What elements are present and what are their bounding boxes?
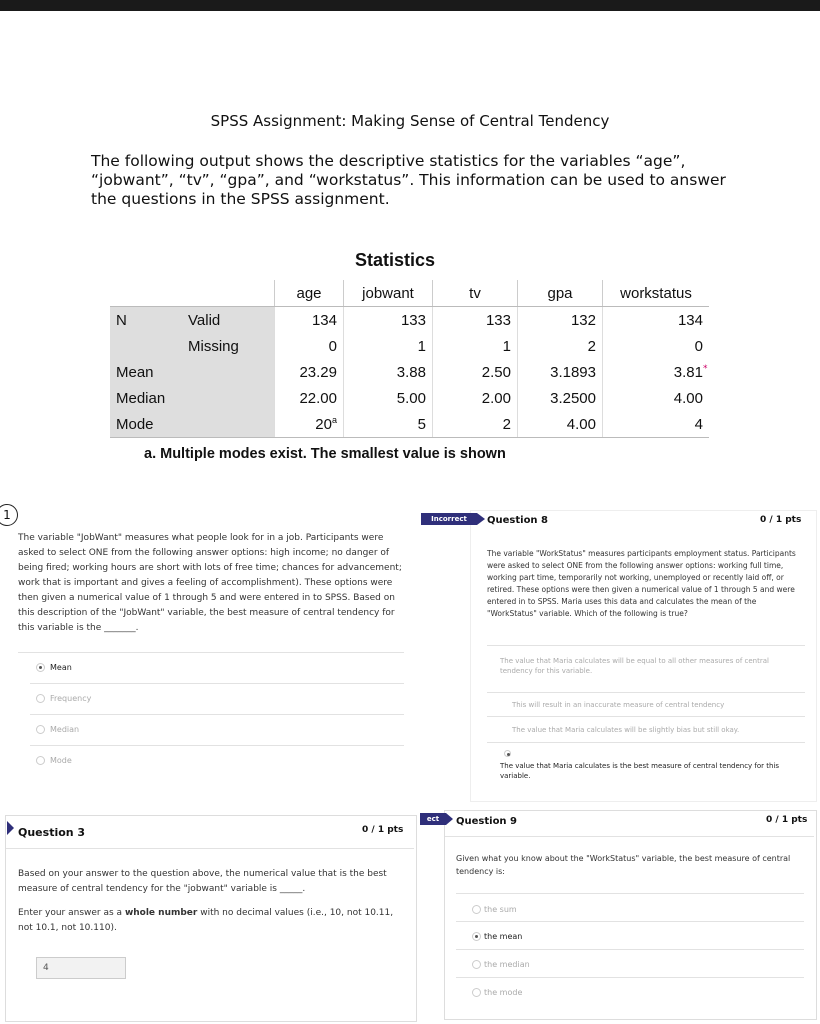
q9-option-mode[interactable]: the mode	[484, 988, 523, 997]
row-label-blank	[110, 333, 182, 359]
cell: 134	[603, 307, 710, 334]
q8-option-1[interactable]: The value that Maria calculates will be equal to all other measures of central tendency for this variable.	[500, 657, 769, 675]
answer-input[interactable]: 4	[36, 957, 126, 979]
table-row	[110, 385, 709, 411]
option-mean[interactable]: Mean	[50, 663, 72, 672]
divider	[487, 692, 805, 693]
question-3-instructions	[18, 906, 403, 936]
table-header-row	[110, 280, 709, 307]
table-row	[110, 359, 709, 385]
divider	[30, 714, 404, 715]
table-row	[110, 333, 709, 359]
table-footnote: a. Multiple modes exist. The smallest value is shown	[144, 446, 506, 462]
question-3-marker-icon	[7, 821, 14, 835]
divider	[487, 645, 805, 646]
table-row	[110, 411, 709, 438]
cell: 2.50	[433, 359, 518, 385]
divider	[30, 683, 404, 684]
col-header: age	[275, 280, 344, 307]
question-8-points: 0 / 1 pts	[760, 515, 802, 525]
cell: 4.00	[603, 385, 710, 411]
cell: 1	[344, 333, 433, 359]
question-9-points: 0 / 1 pts	[766, 815, 808, 825]
table-row	[110, 307, 709, 334]
row-label-n: N	[110, 307, 182, 334]
row-label-missing: Missing	[182, 333, 275, 359]
footnote-marker: a	[331, 415, 337, 425]
option-mode[interactable]: Mode	[50, 756, 72, 765]
handwritten-circle-number: 1	[0, 504, 18, 526]
q8-radio-selected[interactable]	[504, 750, 511, 757]
top-dark-bar	[0, 0, 820, 11]
divider	[456, 893, 804, 894]
incorrect-tag: Incorrect	[421, 513, 477, 525]
cell: 1	[433, 333, 518, 359]
q9-radio-mean[interactable]	[472, 932, 481, 941]
divider	[6, 848, 414, 849]
divider	[487, 716, 805, 717]
q9-option-sum[interactable]: the sum	[484, 905, 517, 914]
cell: 0	[603, 333, 710, 359]
q9-radio-mode[interactable]	[472, 988, 481, 997]
cell: 5	[344, 411, 433, 438]
q9-radio-median[interactable]	[472, 960, 481, 969]
question-3-text: Based on your answer to the question above, the numerical value that is the best measure of central tendency for the "jobwant" variable is _____.	[18, 869, 387, 894]
row-label-valid: Valid	[182, 307, 275, 334]
col-header: workstatus	[603, 280, 710, 307]
cell: 134	[275, 307, 344, 334]
question-jobwant-text: The variable "JobWant" measures what people look for in a job. Participants were asked to select ONE from the following answer options: high income; no danger of being fired; working hours are short with lots of free time; chances for advancement; work that is important and gives a feeling of accomplishment). These options were then given a numerical value of 1 through 5 and were entered in to SPSS. Based on this description of the "JobWant" variable, the best measure of central tendency for this variable is the _______.	[18, 533, 402, 633]
statistics-table	[110, 280, 709, 438]
cell: 133	[344, 307, 433, 334]
question-9-header: Question 9	[456, 816, 517, 827]
col-header: gpa	[518, 280, 603, 307]
row-label-mean: Mean	[110, 359, 275, 385]
divider	[445, 836, 814, 837]
cell: 2	[433, 411, 518, 438]
instr-part: Enter your answer as a	[18, 908, 125, 918]
statistics-title: Statistics	[354, 250, 436, 270]
row-label-mode: Mode	[110, 411, 275, 438]
question-9-text: Given what you know about the "WorkStatus" variable, the best measure of central tendency is:	[456, 854, 791, 876]
divider	[30, 745, 404, 746]
radio-mode[interactable]	[36, 756, 45, 765]
row-label-median: Median	[110, 385, 275, 411]
asterisk-mark: *	[703, 364, 708, 374]
cell: 0	[275, 333, 344, 359]
q9-radio-sum[interactable]	[472, 905, 481, 914]
divider	[18, 652, 404, 653]
instr-part: with no decimal values (i.e., 10, not 10.11, not 10.1, not 10.110).	[18, 908, 394, 933]
col-header: jobwant	[344, 280, 433, 307]
radio-mean[interactable]	[36, 663, 45, 672]
cell: 3.2500	[518, 385, 603, 411]
divider	[456, 949, 804, 950]
document-title: SPSS Assignment: Making Sense of Central Tendency	[210, 112, 610, 130]
col-header: tv	[433, 280, 518, 307]
question-8-text: The variable "WorkStatus" measures participants employment status. Participants were asked to select ONE from the following answer options: working full time, working part time, temporarily not working, unemployed or recently laid off, or retired. These options were then given a numerical value of 1 through 5 and were entered in to SPSS. Maria uses this data and calculates the mean of the "WorkStatus" variable. Which of the following is true?	[487, 549, 796, 618]
cell: 5.00	[344, 385, 433, 411]
header-blank-2	[182, 280, 275, 307]
option-median[interactable]: Median	[50, 725, 80, 734]
q9-option-mean[interactable]: the mean	[484, 932, 523, 941]
cell: 2	[518, 333, 603, 359]
question-3-points: 0 / 1 pts	[362, 825, 404, 835]
cell: 133	[433, 307, 518, 334]
correct-tag: ect	[420, 813, 446, 825]
header-blank	[110, 280, 182, 307]
cell: 3.88	[344, 359, 433, 385]
question-3-header: Question 3	[18, 826, 86, 839]
cell: 4.00	[518, 411, 603, 438]
radio-frequency[interactable]	[36, 694, 45, 703]
cell-mode-age	[275, 411, 344, 438]
radio-median[interactable]	[36, 725, 45, 734]
question-8-header: Question 8	[487, 515, 548, 526]
q8-option-3[interactable]: The value that Maria calculates will be slightly bias but still okay.	[512, 726, 740, 734]
cell: 3.81	[603, 359, 710, 385]
cell: 22.00	[275, 385, 344, 411]
cell: 4	[603, 411, 710, 438]
cell: 23.29	[275, 359, 344, 385]
cell: 2.00	[433, 385, 518, 411]
option-frequency[interactable]: Frequency	[50, 694, 92, 703]
q8-option-2[interactable]: This will result in an inaccurate measure of central tendency	[512, 701, 725, 709]
divider	[487, 742, 805, 743]
divider	[456, 921, 804, 922]
document-intro: The following output shows the descriptive statistics for the variables “age”, “jobwant”, “tv”, “gpa”, and “workstatus”. This information can be used to answer the questions in the SPSS assignment.	[91, 152, 726, 208]
cell: 132	[518, 307, 603, 334]
q8-option-4[interactable]: The value that Maria calculates is the best measure of central tendency for this variable.	[500, 762, 780, 780]
instr-bold: whole number	[124, 908, 198, 918]
cell: 3.1893	[518, 359, 603, 385]
divider	[456, 977, 804, 978]
q9-option-median[interactable]: the median	[484, 960, 530, 969]
cell-value: 20	[315, 416, 332, 433]
